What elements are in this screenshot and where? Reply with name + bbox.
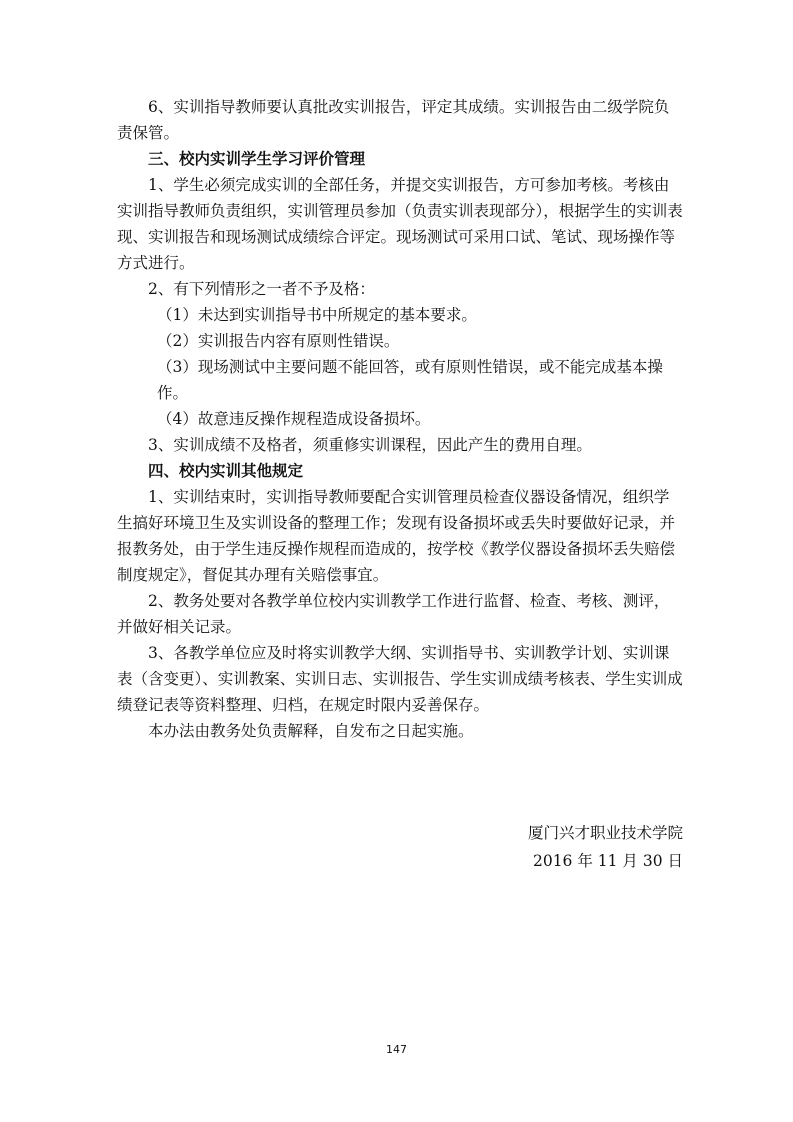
paragraph-assessment-requirements: 1、学生必须完成实训的全部任务，并提交实训报告，方可参加考核。考核由实训指导教师负责组织，实训管理员参加（负责实训表现部分），根据学生的实训表现、实训报告和现场测试成绩综合评定。现场测试可采用口试、笔试、现场操作等方式进行。	[117, 176, 683, 272]
issuing-institution: 厦门兴才职业技术学院	[527, 824, 683, 842]
paragraph-equipment-check: 1、实训结束时，实训指导教师要配合实训管理员检查仪器设备情况，组织学生搞好环境卫生及实训设备的整理工作；发现有设备损坏或丢失时要做好记录，并报教务处，由于学生违反操作规程而造成的，按学校《教学仪器设备损坏丢失赔偿制度规定》，督促其办理有关赔偿事宜。	[117, 488, 676, 584]
fail-condition-2: （2）实训报告内容有原则性错误。	[157, 332, 400, 350]
fail-condition-3: （3）现场测试中主要问题不能回答，或有原则性错误，或不能完成基本操作。	[157, 358, 663, 402]
paragraph-supervision: 2、教务处要对各教学单位校内实训教学工作进行监督、检查、考核、测评，并做好相关记录。	[117, 592, 670, 636]
fail-condition-1: （1）未达到实训指导书中所规定的基本要求。	[157, 306, 477, 324]
document-body	[117, 94, 683, 870]
paragraph-archiving: 3、各教学单位应及时将实训教学大纲、实训指导书、实训教学计划、实训课表（含变更）、实训教案、实训日志、实训报告、学生实训成绩考核表、学生实训成绩登记表等资料整理、归档，在规定时限内妥善保存。	[117, 644, 683, 714]
paragraph-interpretation: 本办法由教务处负责解释，自发布之日起实施。	[148, 722, 474, 740]
paragraph-retake-course: 3、实训成绩不及格者，须重修实训课程，因此产生的费用自理。	[148, 436, 592, 454]
issue-date: 2016 年 11 月 30 日	[532, 852, 683, 870]
section-heading-3: 三、校内实训学生学习评价管理	[148, 150, 366, 168]
fail-condition-4: （4）故意违反操作规程造成设备损坏。	[157, 410, 431, 428]
page-number: 147	[386, 1043, 407, 1056]
paragraph-item-6-report-grading: 6、实训指导教师要认真批改实训报告，评定其成绩。实训报告由二级学院负责保管。	[117, 98, 670, 142]
paragraph-fail-conditions: 2、有下列情形之一者不予及格：	[148, 280, 375, 298]
section-heading-4: 四、校内实训其他规定	[148, 462, 304, 480]
